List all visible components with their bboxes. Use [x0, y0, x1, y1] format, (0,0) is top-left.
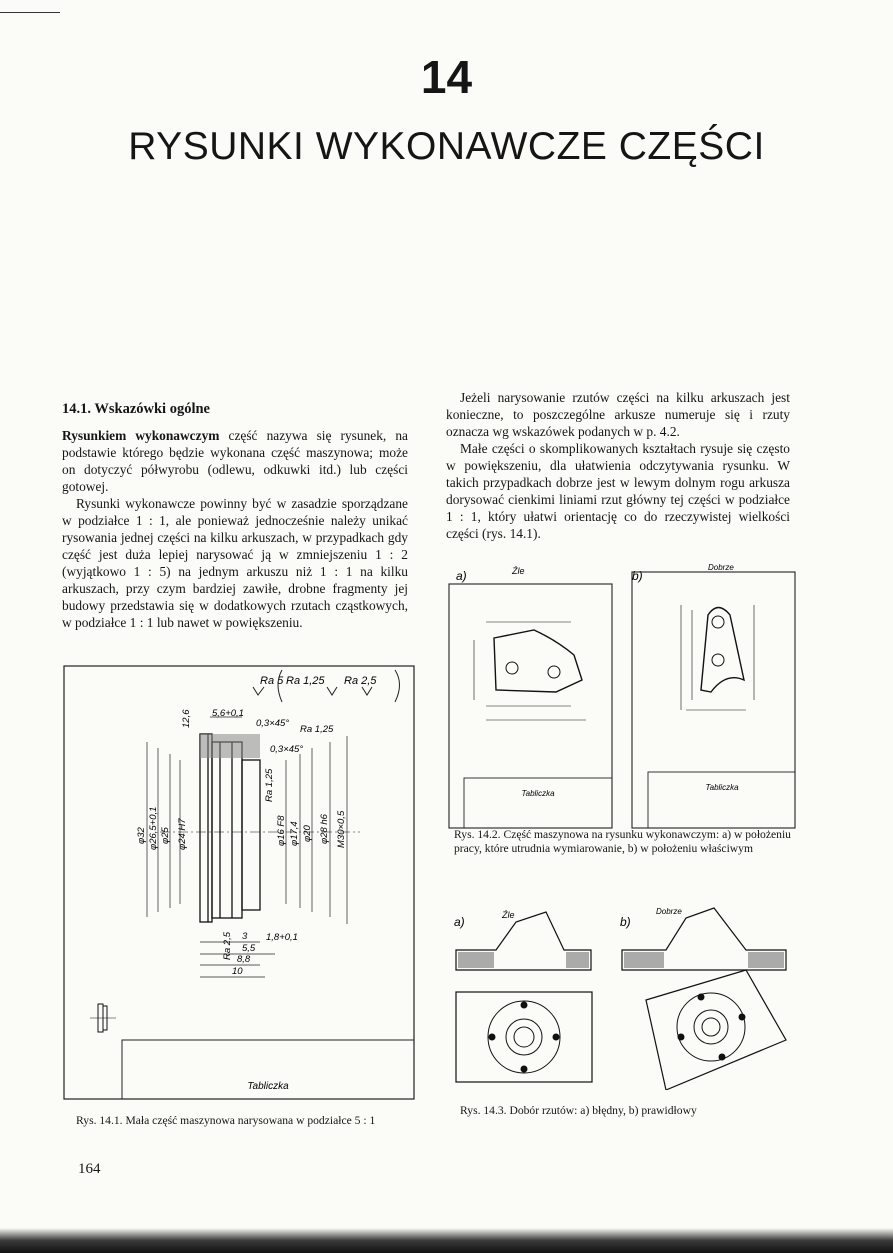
chapter-title: RYSUNKI WYKONAWCZE CZĘŚCI — [128, 125, 765, 168]
left-paragraph-1-text: część nazywa się rysunek, na podstawie którego będzie wykonana część maszynowa; może on dotyczyć półwyrobu (odlewu, odkuwki itd.) lub części gotowej. — [62, 428, 409, 494]
top-rule — [0, 12, 60, 13]
sheet-b-title-block: Tabliczka — [705, 783, 739, 792]
section-heading: 14.1. Wskazówki ogólne — [62, 401, 210, 417]
dim-5-5: 5,5 — [242, 943, 256, 954]
right-paragraph-2: Małe części o skomplikowanych kształtach rysuje się często w powiększeniu, dla ułatwienia odczytywania rysunku. W takich przypadkach dobrze jest w lewym dolnym rogu arkusza dorysować cienkimi liniami rzut główny tej części w podziałce 1 : 1, który ułatwi orientację co do rzeczywistej wielkości części (rys. 14.1). — [446, 441, 790, 541]
dim-phi26-5: φ26,5+0,1 — [148, 806, 159, 850]
fig-14-3-label-b: b) — [620, 915, 631, 929]
real-size-view — [90, 1004, 116, 1032]
right-paragraph-1: Jeżeli narysowanie rzutów części na kilku arkuszach jest konieczne, to poszczególne arkusze numeruje się i rzuty oznacza wg wskazówek podanych w p. 4.2. — [446, 390, 790, 439]
left-paragraph-1 — [62, 427, 408, 495]
fig-14-2-bad: Źle — [512, 566, 525, 576]
left-column — [62, 427, 408, 631]
figure-14-3 — [446, 900, 806, 1090]
fig-14-3-label-a: a) — [454, 915, 465, 929]
right-column — [446, 389, 790, 542]
dim-ra-bottom: Ra 2,5 — [222, 932, 233, 960]
caption-14-2: Rys. 14.2. Część maszynowa na rysunku wykonawczym: a) w położeniu pracy, które utrudnia wymiarowanie, b) w położeniu właściwym — [454, 828, 791, 855]
dim-5-6: 5,6+0,1 — [212, 708, 244, 719]
caption-14-1: Rys. 14.1. Mała część maszynowa narysowana w podziałce 5 : 1 — [76, 1114, 376, 1127]
title-block-label: Tabliczka — [247, 1081, 289, 1092]
scan-edge — [0, 1228, 893, 1253]
fig-14-3-bad: Źle — [502, 910, 515, 920]
dim-12-6: 12,6 — [181, 709, 192, 728]
dim-10: 10 — [232, 966, 243, 977]
part-b — [681, 605, 754, 710]
dim-phi16: φ16 F8 — [276, 815, 287, 846]
drawing-frame — [64, 666, 414, 1099]
dim-phi17-4: φ17,4 — [289, 821, 300, 846]
roughness-3: Ra 2,5 — [344, 675, 377, 687]
views-a — [456, 912, 592, 1082]
fig-14-2-good: Dobrze — [708, 563, 734, 572]
chapter-number: 14 — [420, 51, 473, 103]
dim-chamfer-2: 0,3×45° — [270, 744, 304, 755]
dim-8-8: 8,8 — [237, 954, 251, 965]
figure-14-1 — [60, 662, 430, 1112]
left-paragraph-2: Rysunki wykonawcze powinny być w zasadzie sporządzane w podziałce 1 : 1, ale ponieważ jednocześnie należy unikać rysowania jednej części na kilku arkuszach, w przypadkach gdy część jest duża lepiej narysować ją w zmniejszeniu 1 : 2 (wyjątkowo 1 : 5) na jednym arkuszu niż 1 : 1 na kilku arkuszach, przy czym bardziej zawiłe, drobne fragmenty jej budowy przedstawia się w dodatkowych rzutach cząstkowych, w podziałce 1 : 1 lub nawet w powiększeniu. — [62, 496, 408, 630]
roughness-2: Ra 1,25 — [286, 675, 325, 687]
fig-14-3-good: Dobrze — [656, 907, 682, 916]
dim-phi24: φ24 H7 — [177, 818, 188, 850]
dim-phi32: φ32 — [136, 827, 147, 844]
roughness-symbols — [253, 670, 400, 702]
roughness-1: Ra 5 — [260, 675, 284, 687]
figure-14-2 — [446, 560, 806, 830]
views-b — [622, 908, 786, 1090]
dim-ra-top: Ra 1,25 — [300, 724, 334, 735]
sheet-a-title-block: Tabliczka — [521, 789, 555, 798]
caption-14-3: Rys. 14.3. Dobór rzutów: a) błędny, b) prawidłowy — [460, 1104, 697, 1117]
dim-m30: M30×0,5 — [336, 810, 347, 848]
dim-phi20: φ20 — [302, 825, 313, 842]
dim-chamfer-1: 0,3×45° — [256, 718, 290, 729]
term-bold: Rysunkiem wykonawczym — [62, 428, 220, 443]
fig-14-2-label-a: a) — [456, 569, 467, 583]
fig-14-2-label-b: b) — [632, 569, 643, 583]
dim-3: 3 — [242, 931, 248, 942]
dim-ra-inner: Ra 1,25 — [264, 768, 275, 802]
page-number: 164 — [78, 1161, 101, 1177]
dim-1-8: 1,8+0,1 — [266, 932, 298, 943]
dim-phi28: φ28 h6 — [319, 814, 330, 844]
dim-phi25: φ25 — [160, 827, 171, 844]
part-a — [474, 622, 586, 720]
